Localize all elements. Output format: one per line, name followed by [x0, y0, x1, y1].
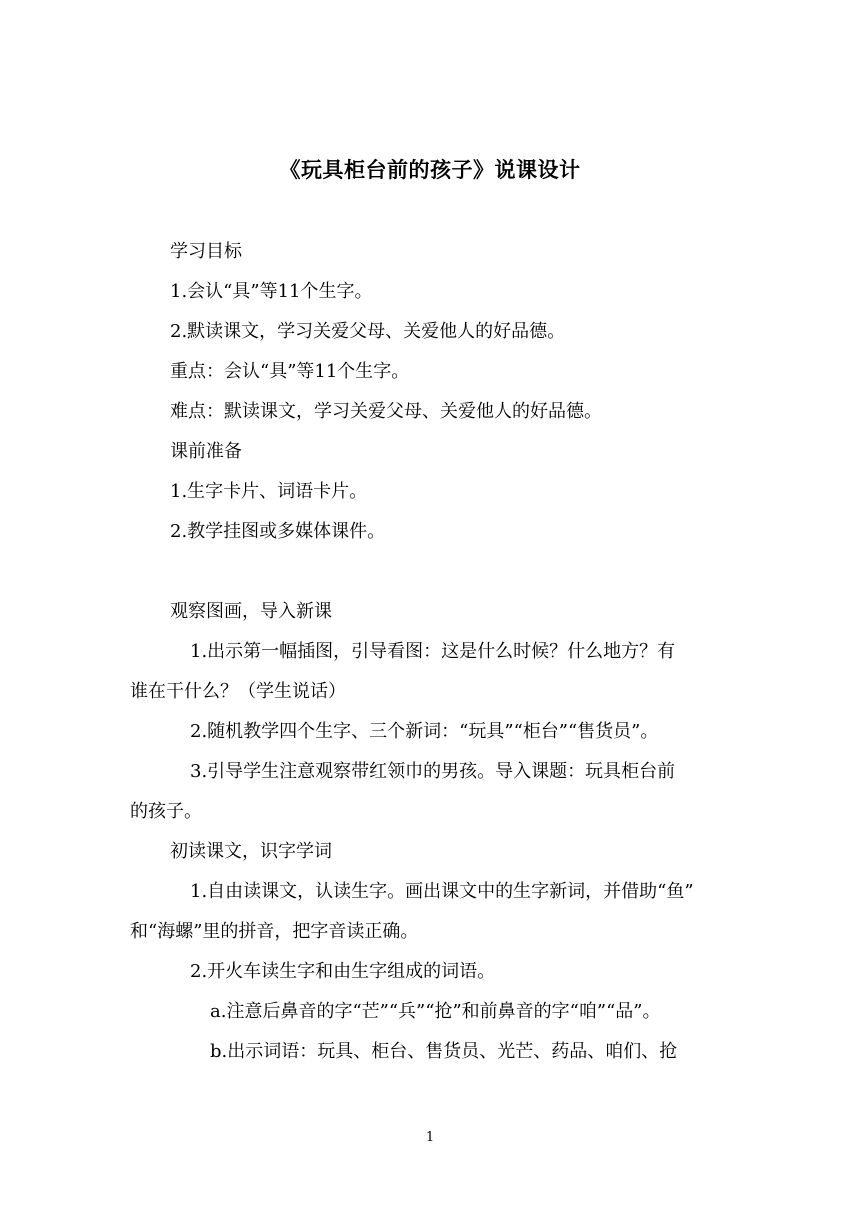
step-1-line-1: 1.出示第一幅插图，引导看图：这是什么时候？什么地方？有 [190, 641, 676, 662]
prep-item-2: 2.教学挂图或多媒体课件。 [170, 521, 386, 542]
heading-first-reading: 初读课文，识字学词 [170, 841, 332, 862]
goal-item-2: 2.默读课文，学习关爱父母、关爱他人的好品德。 [170, 321, 566, 342]
document-title: 《玩具柜台前的孩子》说课设计 [279, 157, 581, 182]
heading-observe: 观察图画，导入新课 [170, 601, 332, 622]
reading-step-1-line-2: 和“海螺”里的拼音，把字音读正确。 [130, 921, 419, 942]
page-number: 1 [425, 1130, 435, 1145]
step-2: 2.随机教学四个生字、三个新词：“玩具”“柜台”“售货员”。 [190, 721, 659, 742]
reading-step-1-line-1: 1.自由读课文，认读生字。画出课文中的生字新词，并借助“鱼” [190, 881, 694, 902]
prep-item-1: 1.生字卡片、词语卡片。 [170, 481, 368, 502]
heading-learning-goals: 学习目标 [170, 241, 242, 262]
step-3-line-1: 3.引导学生注意观察带红领巾的男孩。导入课题：玩具柜台前 [190, 761, 676, 782]
heading-preparation: 课前准备 [170, 441, 242, 462]
document-body [130, 232, 730, 1072]
step-3-line-2: 的孩子。 [130, 801, 202, 822]
sub-item-a: a.注意后鼻音的字“芒”“兵”“抢”和前鼻音的字“咱”“品”。 [210, 1001, 661, 1022]
key-point: 重点：会认“具”等11个生字。 [170, 361, 410, 382]
reading-step-2: 2.开火车读生字和由生字组成的词语。 [190, 961, 496, 982]
spacer [130, 552, 730, 592]
goal-item-1: 1.会认“具”等11个生字。 [170, 281, 373, 302]
sub-item-b: b.出示词语：玩具、柜台、售货员、光芒、药品、咱们、抢 [210, 1041, 678, 1062]
difficult-point: 难点：默读课文，学习关爱父母、关爱他人的好品德。 [170, 401, 602, 422]
step-1-line-2: 谁在干什么？（学生说话） [130, 681, 346, 702]
